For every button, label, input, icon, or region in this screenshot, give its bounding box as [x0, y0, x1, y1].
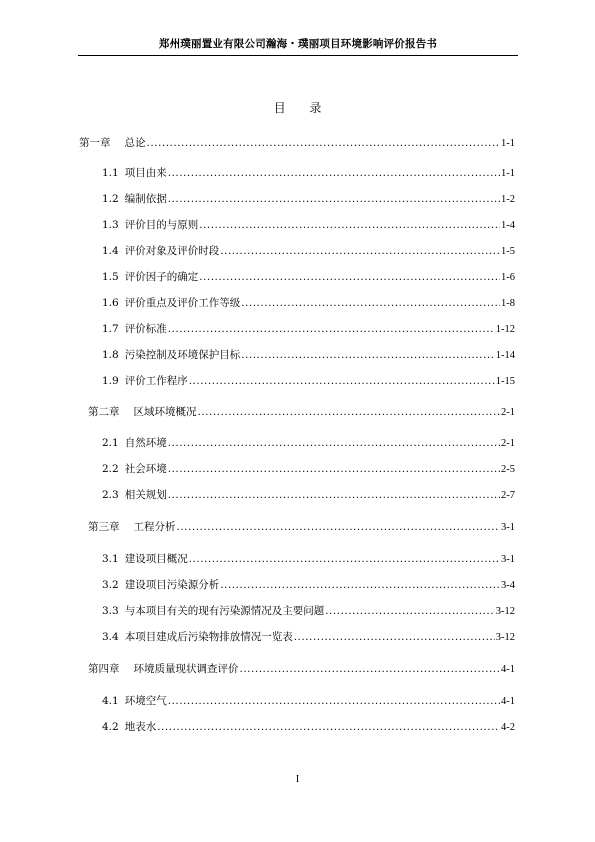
toc-entry-label: 评价工作程序 — [124, 375, 188, 387]
toc-chapter-1[interactable] — [79, 136, 515, 150]
toc-page-number: 1-5 — [501, 246, 515, 257]
toc-entry-number: 3.2 — [102, 579, 119, 591]
toc-entry-number: 1.6 — [102, 297, 119, 309]
toc-page-number: 2-7 — [501, 490, 515, 501]
toc-leader-dots — [157, 720, 500, 734]
toc-chapter-2[interactable] — [88, 405, 515, 419]
toc-leader-dots — [220, 244, 500, 258]
toc-entry-number: 1.7 — [102, 323, 119, 335]
toc-entry-number: 1.1 — [102, 167, 119, 179]
toc-entry-1-5[interactable] — [102, 270, 515, 284]
toc-entry-label: 污染控制及环境保护目标 — [124, 349, 241, 361]
toc-entry-label: 区域环境概况 — [133, 406, 197, 418]
toc-leader-dots — [199, 218, 500, 232]
toc-leader-dots — [240, 662, 501, 676]
toc-page-number: 1-6 — [501, 272, 515, 283]
toc-page-number: 2-1 — [501, 407, 515, 418]
toc-entry-1-1[interactable] — [102, 166, 515, 180]
toc-page-number: 1-8 — [501, 298, 515, 309]
toc-entry-label: 项目由来 — [124, 167, 167, 179]
toc-leader-dots — [168, 488, 500, 502]
toc-leader-dots — [198, 405, 501, 419]
toc-entry-label: 环境质量现状调查评价 — [133, 663, 239, 675]
toc-entry-number: 第四章 — [88, 663, 120, 675]
toc-entry-label: 相关规划 — [124, 489, 167, 501]
toc-leader-dots — [168, 436, 500, 450]
toc-entry-number: 1.2 — [102, 193, 119, 205]
header-rule — [78, 55, 518, 56]
toc-leader-dots — [147, 136, 501, 150]
toc-entry-3-2[interactable] — [102, 578, 515, 592]
toc-entry-number: 2.3 — [102, 489, 119, 501]
toc-leader-dots — [294, 630, 495, 644]
toc-entry-label: 评价对象及评价时段 — [124, 245, 220, 257]
toc-page-number: 3-12 — [495, 606, 515, 617]
toc-page-number: 1-15 — [495, 376, 515, 387]
toc-leader-dots — [189, 374, 495, 388]
toc-entry-label: 评价目的与原则 — [124, 219, 199, 231]
toc-page-number: 1-12 — [495, 324, 515, 335]
toc-page-number: 4-2 — [501, 722, 515, 733]
toc-entry-2-2[interactable] — [102, 462, 515, 476]
toc-page-number: 3-1 — [501, 554, 515, 565]
toc-entry-number: 3.3 — [102, 605, 119, 617]
toc-leader-dots — [168, 694, 500, 708]
toc-entry-number: 2.2 — [102, 463, 119, 475]
toc-entry-1-2[interactable] — [102, 192, 515, 206]
toc-entry-number: 2.1 — [102, 437, 119, 449]
toc-page-number: 2-1 — [501, 438, 515, 449]
toc-entry-label: 自然环境 — [124, 437, 167, 449]
toc-entry-label: 本项目建成后污染物排放情况一览表 — [124, 631, 293, 643]
toc-page-number: 2-5 — [501, 464, 515, 475]
toc-leader-dots — [168, 462, 500, 476]
toc-entry-number: 4.2 — [102, 721, 119, 733]
toc-title-char: 目 — [273, 101, 286, 115]
toc-entry-number: 1.5 — [102, 271, 119, 283]
toc-title-char: 录 — [309, 101, 322, 115]
toc-entry-4-2[interactable] — [102, 720, 515, 734]
toc-entry-number: 1.8 — [102, 349, 119, 361]
toc-leader-dots — [241, 296, 500, 310]
toc-entry-2-1[interactable] — [102, 436, 515, 450]
toc-page-number: 4-1 — [501, 664, 515, 675]
toc-leader-dots — [168, 192, 500, 206]
toc-page-number: 1-4 — [501, 220, 515, 231]
toc-entry-number: 3.1 — [102, 553, 119, 565]
toc-entry-1-6[interactable] — [102, 296, 515, 310]
toc-entry-3-3[interactable] — [102, 604, 515, 618]
toc-entry-1-7[interactable] — [102, 322, 515, 336]
toc-entry-label: 编制依据 — [124, 193, 167, 205]
toc-page-number: 1-1 — [501, 138, 515, 149]
toc-entry-label: 地表水 — [124, 721, 157, 733]
toc-page-number: 3-12 — [495, 632, 515, 643]
document-header: 郑州璞丽置业有限公司瀚海・璞丽项目环境影响评价报告书 — [158, 38, 438, 50]
toc-entry-label: 与本项目有关的现有污染源情况及主要问题 — [124, 605, 325, 617]
toc-entry-3-1[interactable] — [102, 552, 515, 566]
toc-chapter-3[interactable] — [88, 520, 515, 534]
toc-entry-number: 第一章 — [79, 137, 111, 149]
toc-page-number: 1-14 — [495, 350, 515, 361]
toc-entry-1-9[interactable] — [102, 374, 515, 388]
page-number: I — [295, 774, 300, 785]
toc-entry-number: 3.4 — [102, 631, 119, 643]
toc-entry-label: 总论 — [124, 137, 146, 149]
toc-entry-1-8[interactable] — [102, 348, 515, 362]
toc-page-number: 1-1 — [501, 168, 515, 179]
toc-chapter-4[interactable] — [88, 662, 515, 676]
toc-leader-dots — [168, 166, 500, 180]
toc-entry-1-3[interactable] — [102, 218, 515, 232]
toc-entry-label: 工程分析 — [133, 521, 176, 533]
toc-entry-number: 第三章 — [88, 521, 120, 533]
toc-entry-1-4[interactable] — [102, 244, 515, 258]
toc-leader-dots — [220, 578, 500, 592]
toc-entry-number: 1.3 — [102, 219, 119, 231]
toc-leader-dots — [325, 604, 495, 618]
toc-entry-2-3[interactable] — [102, 488, 515, 502]
toc-leader-dots — [168, 322, 495, 336]
toc-leader-dots — [177, 520, 501, 534]
toc-entry-number: 1.9 — [102, 375, 119, 387]
toc-leader-dots — [241, 348, 495, 362]
toc-entry-label: 环境空气 — [124, 695, 167, 707]
toc-entry-number: 1.4 — [102, 245, 119, 257]
toc-entry-label: 评价标准 — [124, 323, 167, 335]
toc-entry-label: 评价因子的确定 — [124, 271, 199, 283]
toc-entry-label: 社会环境 — [124, 463, 167, 475]
toc-entry-label: 建设项目概况 — [124, 553, 188, 565]
toc-entry-4-1[interactable] — [102, 694, 515, 708]
toc-entry-number: 第二章 — [88, 406, 120, 418]
toc-page-number: 4-1 — [501, 696, 515, 707]
toc-entry-3-4[interactable] — [102, 630, 515, 644]
toc-page-number: 3-1 — [501, 522, 515, 533]
toc-leader-dots — [189, 552, 500, 566]
toc-entry-label: 评价重点及评价工作等级 — [124, 297, 241, 309]
toc-entry-number: 4.1 — [102, 695, 119, 707]
toc-title — [0, 99, 595, 116]
toc-page-number: 3-4 — [501, 580, 515, 591]
toc-page-number: 1-2 — [501, 194, 515, 205]
toc-leader-dots — [199, 270, 500, 284]
toc-entry-label: 建设项目污染源分析 — [124, 579, 220, 591]
